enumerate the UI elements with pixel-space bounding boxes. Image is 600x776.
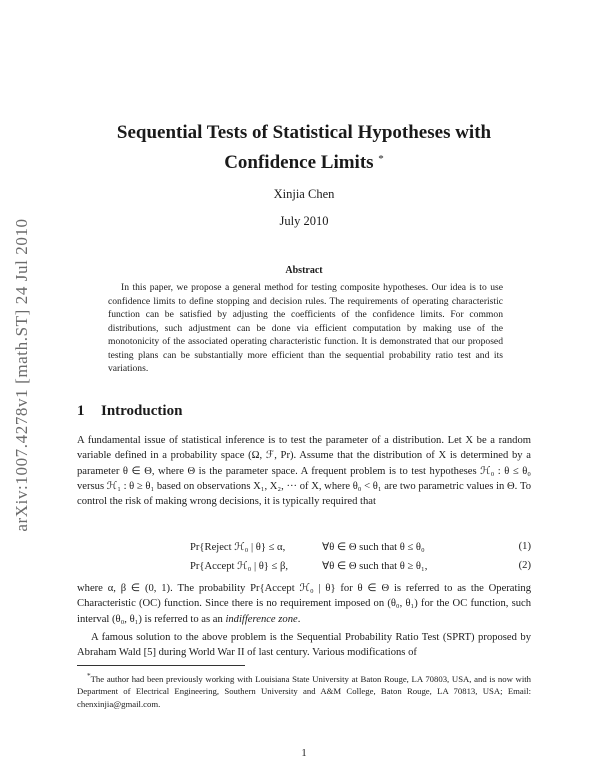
title-line-2 [77, 146, 531, 176]
equation-2-lhs: Pr{Accept ℋ₀ | θ} ≤ β, [190, 561, 289, 572]
abstract-text: In this paper, we propose a general method for testing composite hypotheses. Our idea is to use confidence limits to define stopping and decision rules. The requirements of operating characteristic function can be satisfied by adjusting the coefficients of the confidence limits. For common distributions, such adjustment can be done via efficient computation by making use of the monotonicity of the associated operating characteristic function. It is demonstrated that our proposed testing plans can be substantially more efficient than the sequential probability ratio test and its variations. [108, 282, 503, 374]
arxiv-identifier: arXiv:1007.4278v1 [math.ST] 24 Jul 2010 [12, 218, 31, 532]
paper-title [77, 119, 531, 176]
equation-2-number: (2) [518, 560, 531, 571]
abstract-heading: Abstract [285, 265, 323, 276]
footnote-mark: * [87, 672, 91, 680]
paragraph-2-end: . [297, 613, 301, 625]
equation-1-number: (1) [518, 541, 531, 552]
equation-1 [77, 541, 531, 557]
section-heading [77, 403, 182, 420]
equation-1-lhs: Pr{Reject ℋ₀ | θ} ≤ α, [190, 542, 286, 553]
paragraph-2-text: where α, β ∈ (0, 1). The probability Pr{Accept ℋ₀ | θ} for θ ∈ Θ is referred to as the Operating Characteristic (OC) function. Since there is no requirement imposed on (θ₀, θ₁) for the OC function, such interval (θ₀, θ₁) is referred to as an [77, 583, 531, 625]
author-name: Xinjia Chen [273, 187, 335, 201]
page-number: 1 [301, 748, 307, 759]
body-paragraph-3: A famous solution to the above problem is the Sequential Probability Ratio Test (SPRT) proposed by Abraham Wald [5] during World War II of last century. Various modifications of [77, 632, 531, 659]
footnote-divider [77, 665, 245, 666]
title-line-2-text: Confidence Limits [224, 152, 374, 173]
equation-1-rhs: ∀θ ∈ Θ such that θ ≤ θ₀ [322, 542, 425, 553]
body-paragraph-1: A fundamental issue of statistical inference is to test the parameter of a distribution. Let X be a random variable defined in a probability space (Ω, ℱ, Pr). Assume that the distribution of X is determined by a parameter θ ∈ Θ, where Θ is the parameter space. A frequent problem is to test hypotheses ℋ₀ : θ ≤ θ₀ versus ℋ₁ : θ ≥ θ₁ based on observations X₁, X₂, ··· of X, where θ₀ < θ₁ are two parametric values in Θ. To control the risk of making wrong decisions, it is typically required that [77, 435, 531, 508]
body-paragraph-2 [77, 581, 531, 627]
equation-2 [77, 560, 531, 576]
section-number: 1 [77, 403, 85, 419]
title-footnote-mark: * [378, 153, 384, 165]
indifference-zone-term: indifference zone [225, 613, 298, 625]
section-title: Introduction [101, 403, 183, 419]
footnote [77, 670, 531, 711]
publication-date: July 2010 [279, 214, 329, 228]
title-line-1: Sequential Tests of Statistical Hypotheses with [116, 122, 492, 143]
equation-2-rhs: ∀θ ∈ Θ such that θ ≥ θ₁, [322, 561, 428, 572]
footnote-text: The author had been previously working with Louisiana State University at Baton Rouge, LA 70803, USA, and is now with Department of Electrical Engineering, Southern University and A&M College, Baton Rouge, LA 70813, USA; Email: chenxinjia@gmail.com. [77, 673, 531, 710]
arxiv-sidebar-stamp [8, 180, 36, 570]
